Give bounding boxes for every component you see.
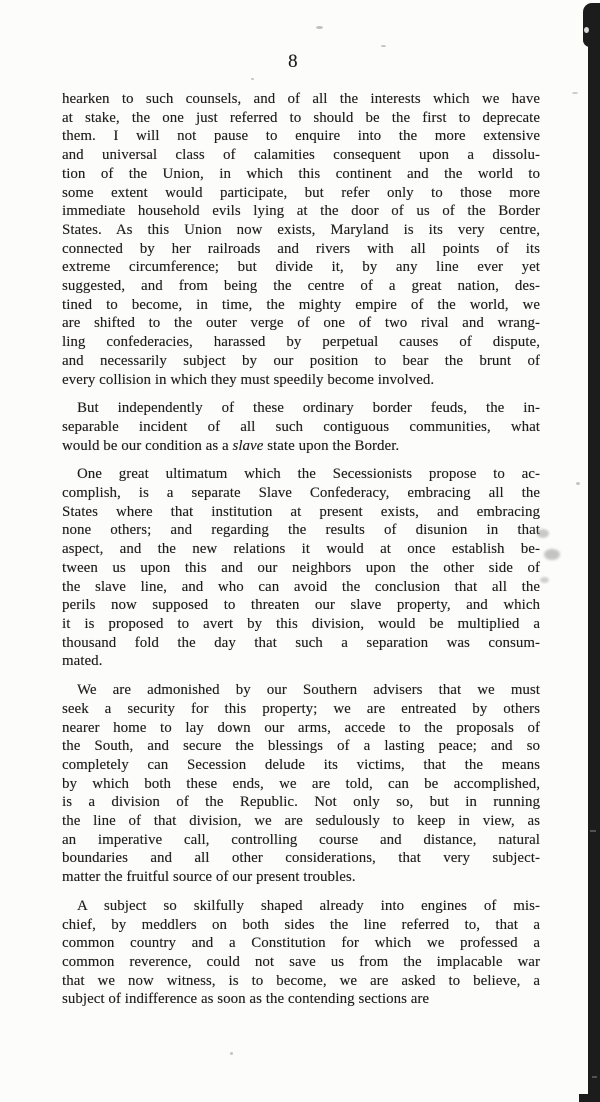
text-line: mated. xyxy=(62,653,103,670)
scan-speck xyxy=(316,26,323,29)
scan-speck xyxy=(251,78,254,80)
scan-gutter-notch xyxy=(584,27,589,33)
text-line: extreme circumference; but divide it, by any line ever yet xyxy=(62,259,540,276)
text-line: separable incident of all such contiguous communities, what xyxy=(62,418,540,435)
text-line: A subject so skilfully shaped already into engines of mis- xyxy=(77,897,540,914)
text-line: suggested, and from being the centre of a great nation, des- xyxy=(62,278,540,295)
text-line: that we now witness, is to become, we are asked to believe, a xyxy=(62,972,540,989)
scan-gutter-corner xyxy=(583,3,600,47)
ink-smudge xyxy=(537,529,549,538)
scan-speck xyxy=(230,1052,233,1055)
text-line: them. I will not pause to enquire into the more extensive xyxy=(62,128,540,145)
text-line: We are admonished by our Southern advisers that we must xyxy=(77,682,540,699)
scan-scuff xyxy=(590,830,596,832)
text-line: by which both these ends, we are told, can be accomplished, xyxy=(62,775,540,792)
text-line: completely can Secession delude its victims, that the means xyxy=(62,756,540,773)
scan-speck xyxy=(576,482,580,485)
paragraph xyxy=(62,465,540,671)
paragraph xyxy=(62,90,540,389)
text-line: complish, is a separate Slave Confederacy, embracing all the xyxy=(62,485,540,502)
text-line: tined to become, in time, the mighty empire of the world, we xyxy=(62,296,540,313)
text-line: an imperative call, controlling course and distance, natural xyxy=(62,831,540,848)
text-line: every collision in which they must speedily become involved. xyxy=(62,371,435,388)
text-line: subject of indifference as soon as the contending sections are xyxy=(62,991,430,1008)
text-line: are shifted to the outer verge of one of two rival and wrang- xyxy=(62,315,540,332)
text-line: some extent would participate, but refer only to those more xyxy=(62,184,540,201)
text-line: the slave line, and who can avoid the conclusion that all the xyxy=(62,578,540,595)
paragraph xyxy=(62,897,540,1009)
text-run: would be our condition as a xyxy=(62,437,233,454)
text-line: common reverence, could not save us from the implacable war xyxy=(62,953,540,970)
text-line: it is proposed to avert by this division, would be multiplied a xyxy=(62,615,540,632)
text-line: thousand fold the day that such a separation was consum- xyxy=(62,634,540,651)
text-line: ling confederacies, harassed by perpetual causes of dispute, xyxy=(62,334,540,351)
text-line xyxy=(62,437,540,456)
text-line: hearken to such counsels, and of all the interests which we have xyxy=(62,91,540,107)
page-body xyxy=(62,90,540,1019)
paragraph xyxy=(62,399,540,455)
ink-smudge xyxy=(544,549,560,560)
paragraph xyxy=(62,681,540,887)
text-line: is a division of the Republic. Not only so, but in running xyxy=(62,794,540,811)
text-line: chief, by meddlers on both sides the line referred to, that a xyxy=(62,916,540,933)
italic-run: slave xyxy=(232,437,264,454)
text-line: perils now supposed to threaten our slave property, and which xyxy=(62,597,540,614)
text-line: But independently of these ordinary border feuds, the in- xyxy=(77,400,540,417)
text-line: aspect, and the new relations it would at once establish be- xyxy=(62,541,540,558)
ink-smudge xyxy=(540,577,549,583)
page-number: 8 xyxy=(288,51,298,72)
text-run: state upon the Border. xyxy=(263,437,400,454)
text-line: common country and a Constitution for which we professed a xyxy=(62,935,540,952)
text-line: nearer home to lay down our arms, accede to the proposals of xyxy=(62,719,540,736)
text-line: boundaries and all other considerations, that very subject- xyxy=(62,850,540,867)
text-line: the line of that division, we are sedulously to keep in view, as xyxy=(62,813,540,830)
text-line: at stake, the one just referred to should be the first to deprecate xyxy=(62,109,540,126)
text-line: States. As this Union now exists, Maryland is its very centre, xyxy=(62,221,540,238)
scan-gutter-strip xyxy=(588,9,600,1102)
scan-gutter-foot xyxy=(579,1094,600,1102)
text-line: the South, and secure the blessings of a lasting peace; and so xyxy=(62,738,540,755)
scan-speck xyxy=(572,92,578,94)
text-line: tion of the Union, in which this continent and the world to xyxy=(62,165,540,182)
text-line: connected by her railroads and rivers with all points of its xyxy=(62,240,540,257)
text-line: seek a security for this property; we are entreated by others xyxy=(62,700,540,717)
text-line: States where that institution at present exists, and embracing xyxy=(62,503,540,520)
text-line: matter the fruitful source of our present troubles. xyxy=(62,869,356,886)
scan-scuff xyxy=(592,1076,597,1078)
text-line: and necessarily subject by our position to bear the brunt of xyxy=(62,352,540,369)
scan-speck xyxy=(381,45,386,47)
text-line: One great ultimatum which the Secessionists propose to ac- xyxy=(77,466,540,483)
text-line: tween us upon this and our neighbors upon the other side of xyxy=(62,559,540,576)
text-line: immediate household evils lying at the door of us of the Border xyxy=(62,203,540,220)
text-line: and universal class of calamities consequent upon a dissolu- xyxy=(62,147,540,164)
text-line: none others; and regarding the results of disunion in that xyxy=(62,522,540,539)
